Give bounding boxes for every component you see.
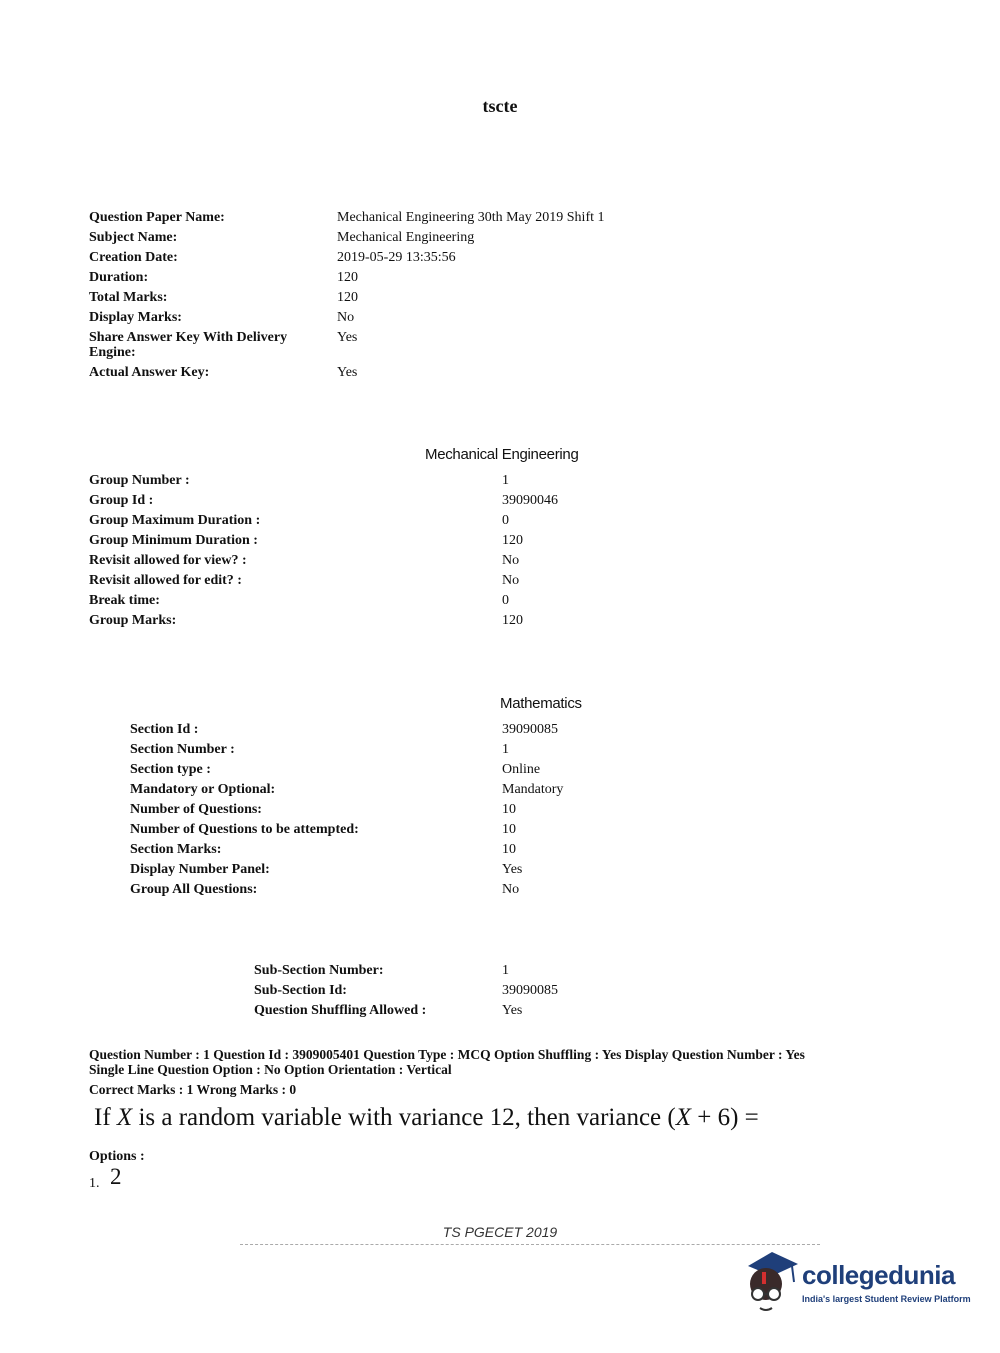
subject-name-label: Subject Name: (89, 230, 178, 245)
group-heading: Mechanical Engineering (425, 446, 579, 463)
display-marks-label: Display Marks: (89, 310, 182, 325)
group-row-label: Group Maximum Duration : (89, 513, 261, 528)
question-text (94, 1104, 759, 1132)
section-row-label: Mandatory or Optional: (130, 782, 276, 797)
group-row-value: No (502, 573, 520, 588)
group-row-value: 0 (502, 513, 509, 528)
creation-date-label: Creation Date: (89, 250, 178, 265)
logo-text: collegedunia (802, 1260, 955, 1290)
section-row-label: Section Number : (130, 742, 235, 757)
group-row-label: Group Marks: (89, 613, 177, 628)
share-answer-key-label: Share Answer Key With Delivery (89, 330, 288, 345)
options-label: Options : (89, 1149, 145, 1164)
creation-date-value: 2019-05-29 13:35:56 (337, 250, 456, 265)
group-row-value: 39090046 (502, 493, 558, 508)
total-marks-value: 120 (337, 290, 358, 305)
math-variable: X (675, 1104, 691, 1131)
section-row-label: Number of Questions to be attempted: (130, 822, 359, 837)
section-row-value: 10 (502, 822, 516, 837)
footer-text: TS PGECET 2019 (442, 1224, 558, 1240)
subject-name-value: Mechanical Engineering (337, 230, 475, 245)
group-row-value: 1 (502, 473, 509, 488)
section-row-label: Section Id : (130, 722, 199, 737)
group-row-label: Group Id : (89, 493, 154, 508)
section-row-value: Yes (502, 862, 523, 877)
collegedunia-logo (742, 1248, 972, 1318)
section-row-value: Online (502, 762, 541, 777)
section-row-value: 1 (502, 742, 509, 757)
section-row-value: 39090085 (502, 722, 558, 737)
duration-value: 120 (337, 270, 358, 285)
group-row-label: Revisit allowed for view? : (89, 553, 247, 568)
duration-label: Duration: (89, 270, 149, 285)
group-row-value: 120 (502, 613, 523, 628)
section-row-value: 10 (502, 802, 516, 817)
total-marks-label: Total Marks: (89, 290, 168, 305)
logo-tagline: India's largest Student Review Platform (802, 1294, 971, 1304)
question-meta-line: Question Number : 1 Question Id : 3909005401 Question Type : MCQ Option Shuffling : Yes Display Question Number : Yes (89, 1047, 805, 1062)
group-row-label: Group Number : (89, 473, 190, 488)
group-row-value: No (502, 553, 520, 568)
document-title: tscte (482, 96, 518, 116)
section-row-value: No (502, 882, 520, 897)
paper-name-label: Question Paper Name: (89, 210, 225, 225)
subsection-row-label: Sub-Section Number: (254, 963, 384, 978)
group-row-label: Revisit allowed for edit? : (89, 573, 242, 588)
footer-divider (240, 1244, 820, 1245)
actual-answer-key-value: Yes (337, 365, 358, 380)
subsection-row-label: Question Shuffling Allowed : (254, 1003, 427, 1018)
group-row-value: 0 (502, 593, 509, 608)
question-text-part: If (94, 1104, 117, 1131)
section-row-label: Section type : (130, 762, 211, 777)
question-text-part: + 6) = (691, 1104, 759, 1131)
display-marks-value: No (337, 310, 355, 325)
subsection-row-label: Sub-Section Id: (254, 983, 347, 998)
math-variable: X (116, 1104, 133, 1131)
paper-name-value: Mechanical Engineering 30th May 2019 Shift 1 (337, 210, 605, 225)
section-row-label: Section Marks: (130, 842, 222, 857)
question-meta-line: Single Line Question Option : No Option Orientation : Vertical (89, 1062, 452, 1077)
section-row-label: Number of Questions: (130, 802, 262, 817)
subsection-row-value: Yes (502, 1003, 523, 1018)
group-row-label: Break time: (89, 593, 160, 608)
question-marks-line: Correct Marks : 1 Wrong Marks : 0 (89, 1082, 297, 1097)
section-row-value: Mandatory (502, 782, 564, 797)
section-row-label: Display Number Panel: (130, 862, 270, 877)
option-value: 2 (110, 1164, 122, 1189)
subsection-row-value: 1 (502, 963, 509, 978)
group-row-value: 120 (502, 533, 523, 548)
section-heading: Mathematics (500, 695, 582, 712)
actual-answer-key-label: Actual Answer Key: (89, 365, 210, 380)
share-answer-key-value: Yes (337, 330, 358, 345)
group-row-label: Group Minimum Duration : (89, 533, 258, 548)
section-row-value: 10 (502, 842, 516, 857)
section-row-label: Group All Questions: (130, 882, 258, 897)
mascot-icon (742, 1248, 802, 1318)
question-text-part: is a random variable with variance 12, then variance ( (132, 1104, 676, 1131)
share-answer-key-label-cont: Engine: (89, 345, 136, 360)
option-number: 1. (89, 1176, 100, 1191)
subsection-row-value: 39090085 (502, 983, 558, 998)
